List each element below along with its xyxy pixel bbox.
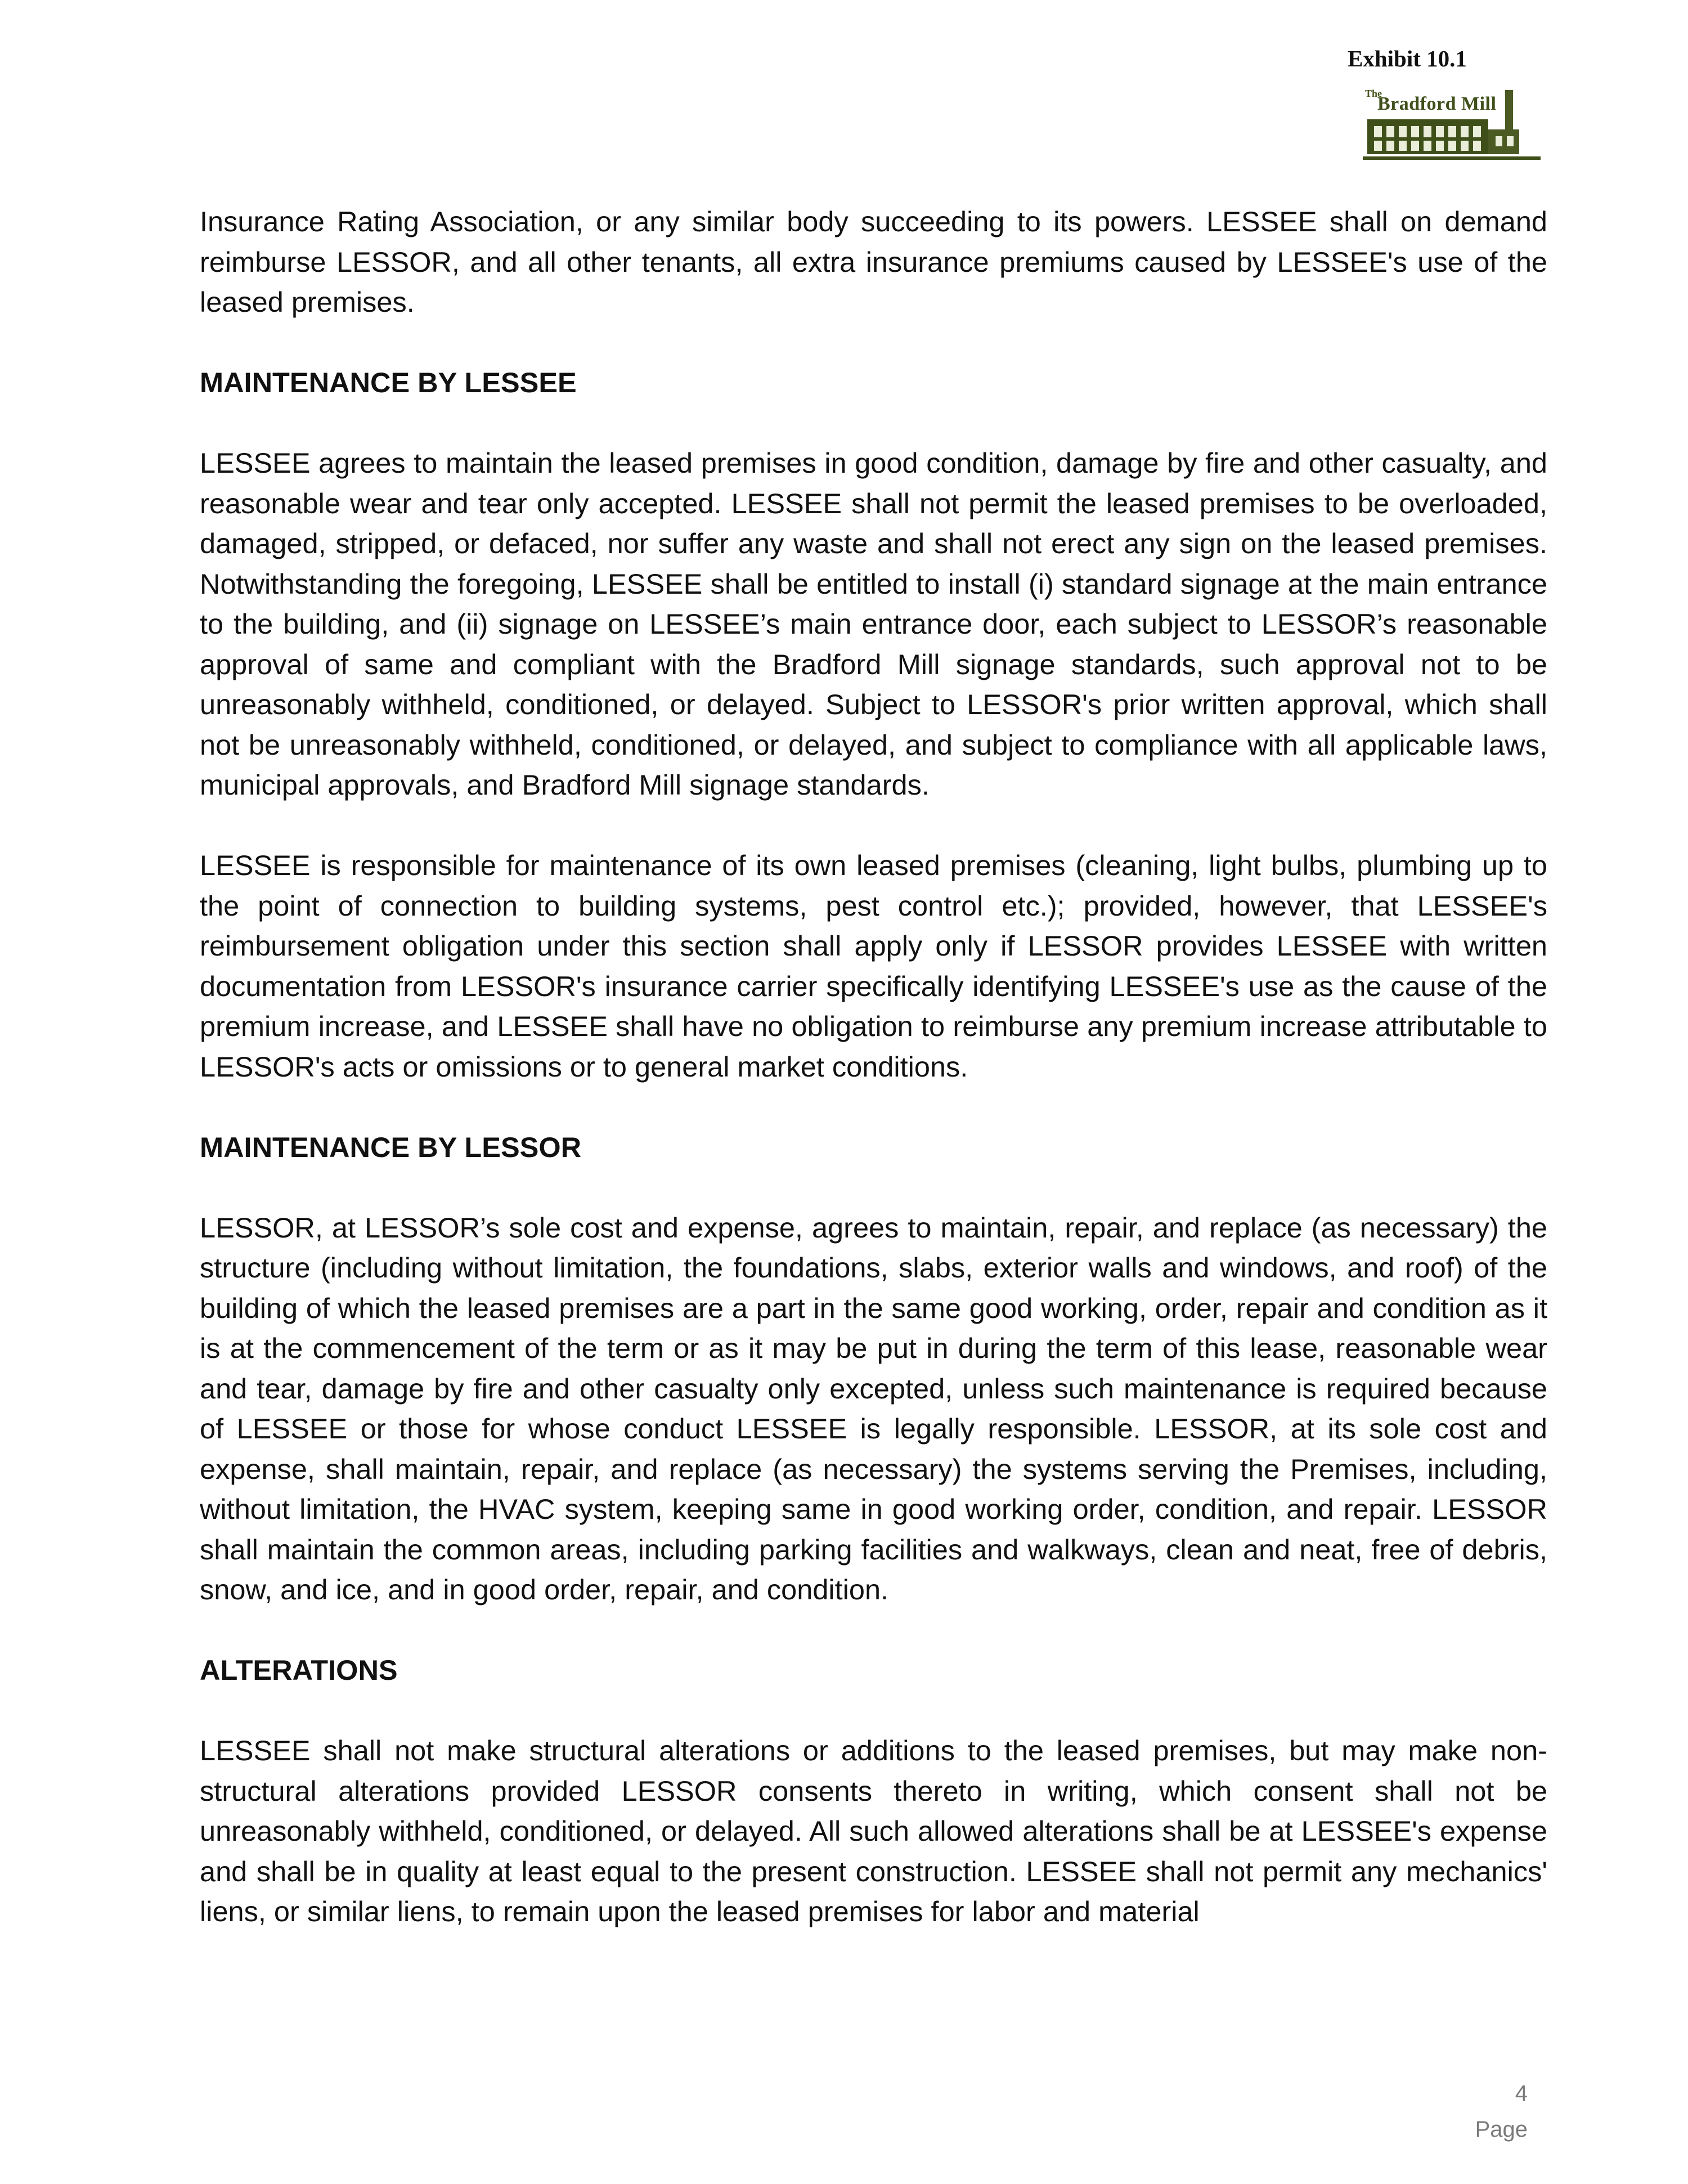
page-label: Page	[1475, 2117, 1528, 2142]
paragraph-maintenance-lessor: LESSOR, at LESSOR’s sole cost and expense, agrees to maintain, repair, and replace (as necessary) the structure (including without limitation, the foundations, slabs, exterior walls and windows, and roof) of the building of which the leased premises are a part in the same good working, order, repair and condition as it is at the commencement of the term or as it may be put in during the term of this lease, reasonable wear and tear, damage by fire and other casualty only excepted, unless such maintenance is required because of LESSEE or those for whose conduct LESSEE is legally responsible. LESSOR, at its sole cost and expense, shall maintain, repair, and replace (as necessary) the systems serving the Premises, including, without limitation, the HVAC system, keeping same in good working order, condition, and repair. LESSOR shall maintain the common areas, including parking facilities and walkways, clean and neat, free of debris, snow, and ice, and in good order, repair, and condition.	[200, 1211, 1547, 1606]
heading-maintenance-by-lessee: MAINTENANCE BY LESSEE	[200, 366, 577, 398]
exhibit-label: Exhibit 10.1	[1348, 46, 1467, 71]
logo-the-text: The	[1365, 88, 1382, 99]
page-footer	[1475, 2075, 1528, 2147]
paragraph-intro: Insurance Rating Association, or any similar body succeeding to its powers. LESSEE shall on demand reimburse LESSOR, and all other tenants, all extra insurance premiums caused by LESSEE's use of the leased premises.	[200, 205, 1547, 318]
heading-alterations: ALTERATIONS	[200, 1654, 398, 1686]
paragraph-maintenance-lessee-1: LESSEE agrees to maintain the leased premises in good condition, damage by fire and other casualty, and reasonable wear and tear only accepted. LESSEE shall not permit the leased premises to be overloaded, damaged, stripped, or defaced, nor suffer any waste and shall not erect any sign on the leased premises. Notwithstanding the foregoing, LESSEE shall be entitled to install (i) standard signage at the main entrance to the building, and (ii) signage on LESSEE’s main entrance door, each subject to LESSOR’s reasonable approval of same and compliant with the Bradford Mill signage standards, such approval not to be unreasonably withheld, conditioned, or delayed. Subject to LESSOR's prior written approval, which shall not be unreasonably withheld, conditioned, or delayed, and subject to compliance with all applicable laws, municipal approvals, and Bradford Mill signage standards.	[200, 447, 1547, 801]
paragraph-maintenance-lessee-2: LESSEE is responsible for maintenance of its own leased premises (cleaning, light bulbs, plumbing up to the point of connection to building systems, pest control etc.); provided, however, that LESSEE's reimbursement obligation under this section shall apply only if LESSOR provides LESSEE with written documentation from LESSOR's insurance carrier specifically identifying LESSEE's use as the cause of the premium increase, and LESSEE shall have no obligation to reimburse any premium increase attributable to LESSOR's acts or omissions or to general market conditions.	[200, 849, 1547, 1083]
heading-maintenance-by-lessor: MAINTENANCE BY LESSOR	[200, 1131, 582, 1163]
logo-name-text: Bradford Mill	[1377, 93, 1497, 114]
paragraph-alterations: LESSEE shall not make structural alterations or additions to the leased premises, but may make non-structural alterations provided LESSOR consents thereto in writing, which consent shall not be unreasonably withheld, conditioned, or delayed. All such allowed alterations shall be at LESSEE's expense and shall be in quality at least equal to the present construction. LESSEE shall not permit any mechanics' liens, or similar liens, to remain upon the leased premises for labor and material	[200, 1734, 1547, 1927]
page-number: 4	[1515, 2081, 1528, 2106]
bradford-mill-logo	[1362, 84, 1542, 163]
document-body	[200, 201, 1547, 1972]
